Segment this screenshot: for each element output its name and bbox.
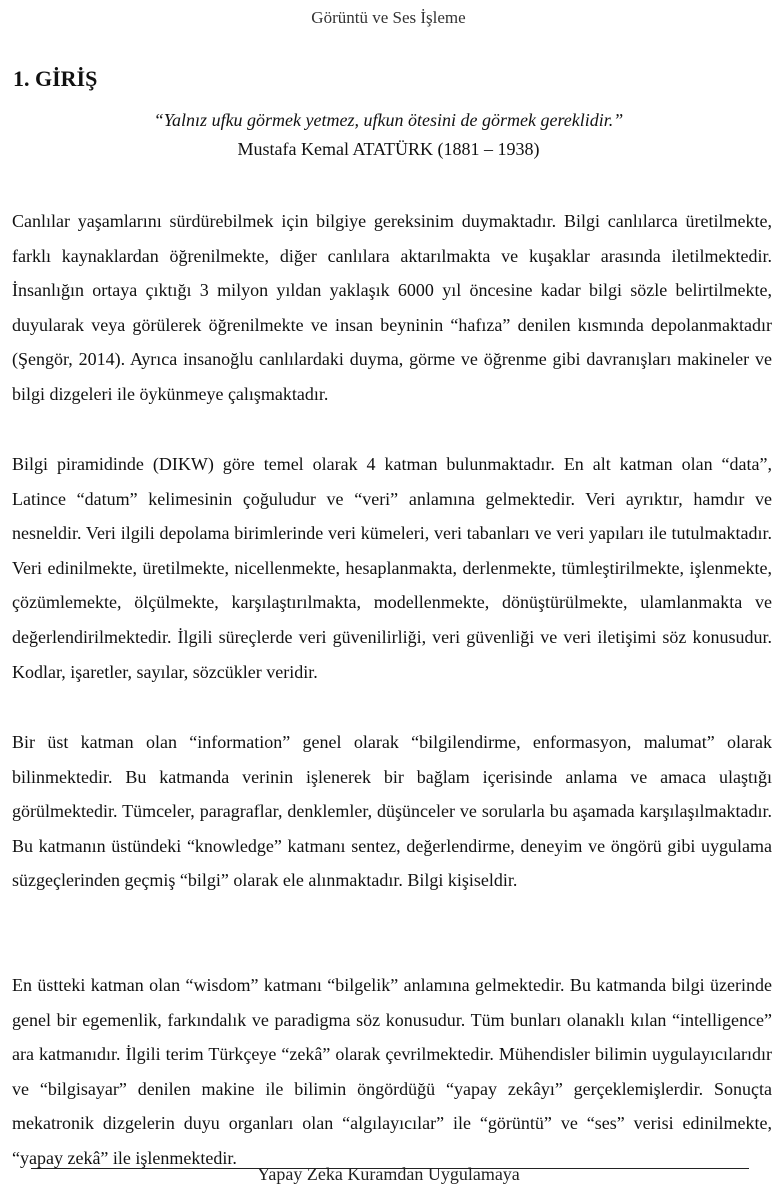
footer-book-title: Yapay Zeka Kuramdan Uygulamaya <box>257 1164 520 1184</box>
paragraph-3 <box>12 725 772 898</box>
section-title: GİRİŞ <box>35 66 98 91</box>
epigraph <box>0 106 777 164</box>
paragraph-text: Bir üst katman olan “information” genel olarak “bilgilendirme, enformasyon, malumat” olarak bilinmektedir. Bu katmanda verinin işlenerek bir bağlam içerisinde anlama ve amaca ulaştığı görülmektedir. Tümceler, paragraflar, denklemler, düşünceler ve sorularla bu aşamada karşılaşılmaktadır. Bu katmanın üstündeki “knowledge” katmanı sentez, değerlendirme, deneyim ve öngörü gibi uygulama süzgeçlerinden geçmiş “bilgi” olarak ele alınmaktadır. Bilgi kişiseldir. <box>12 732 772 891</box>
section-heading <box>13 66 97 92</box>
epigraph-attribution: Mustafa Kemal ATATÜRK (1881 – 1938) <box>237 139 540 159</box>
paragraph-2 <box>12 447 772 689</box>
paragraph-text: Bilgi piramidinde (DIKW) göre temel olarak 4 katman bulunmaktadır. En alt katman olan “data”, Latince “datum” kelimesinin çoğuludur ve “veri” anlamına gelmektedir. Veri ayrıktır, hamdır ve nesneldir. Veri ilgili depolama birimlerinde veri kümeleri, veri tabanları ve veri yapıları ile tutulmaktadır. Veri edinilmekte, üretilmekte, nicellenmekte, hesaplanmakta, derlenmekte, tümleştirilmekte, işlenmekte, çözümlemekte, ölçülmekte, karşılaştırılmakta, modellenmekte, dönüştürülmekte, ulamlanmakta ve değerlendirilmektedir. İlgili süreçlerde veri güvenilirliği, veri güvenliği ve veri iletişimi söz konusudur. Kodlar, işaretler, sayılar, sözcükler veridir. <box>12 454 772 682</box>
paragraph-1 <box>12 204 772 412</box>
paragraph-4 <box>12 968 772 1176</box>
paragraph-text: En üstteki katman olan “wisdom” katmanı “bilgelik” anlamına gelmektedir. Bu katmanda bilgi üzerinde genel bir egemenlik, farkındalık ve paradigma söz konusudur. Tüm bunları olanaklı kılan “intelligence” ara katmanıdır. İlgili terim Türkçeye “zekâ” olarak çevrilmektedir. Mühendisler bilimin uygulayıcılarıdır ve “bilgisayar” denilen makine ile bilimin öngördüğü “yapay zekâyı” gerçeklemişlerdir. Sonuçta mekatronik dizgelerin duyu organları olan “algılayıcılar” ile “görüntü” ve “ses” verisi edinilmekte, “yapay zekâ” ile işlenmektedir. <box>12 975 772 1168</box>
epigraph-quote: “Yalnız ufku görmek yetmez, ufkun ötesini de görmek gereklidir.” <box>153 110 624 130</box>
running-header: Görüntü ve Ses İşleme <box>311 8 466 27</box>
paragraph-text: Canlılar yaşamlarını sürdürebilmek için bilgiye gereksinim duymaktadır. Bilgi canlılarca üretilmekte, farklı kaynaklardan öğrenilmekte, diğer canlılara aktarılmakta ve kuşaklar arasında iletilmektedir. İnsanlığın ortaya çıktığı 3 milyon yıldan yaklaşık 6000 yıl öncesine kadar bilgi sözle belirtilmekte, duyularak veya görülerek öğrenilmekte ve insan beyninin “hafıza” denilen kısmında depolanmaktadır (Şengör, 2014). Ayrıca insanoğlu canlılardaki duyma, görme ve öğrenme gibi davranışları makineler ve bilgi dizgeleri ile öykünmeye çalışmaktadır. <box>12 211 772 404</box>
section-number: 1. <box>13 66 30 91</box>
